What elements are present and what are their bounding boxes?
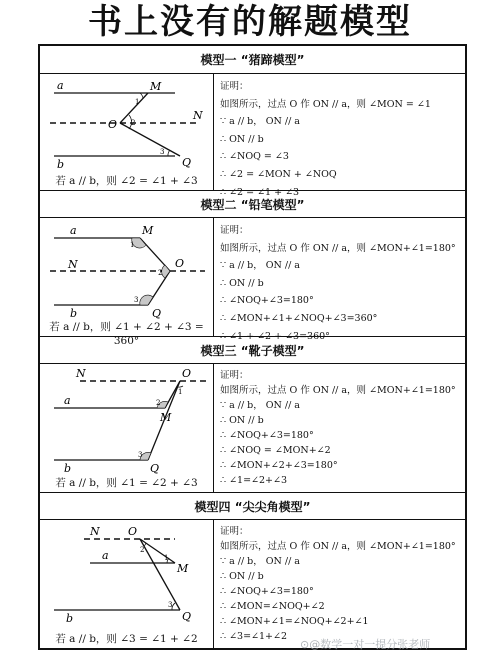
model-3-diagram — [40, 364, 213, 476]
model-2-body — [40, 218, 465, 347]
proof-line: 如图所示，过点 O 作 ON // a，则 ∠MON+∠1=180° — [220, 385, 456, 396]
model-3-header: 模型三 “靴子模型” — [40, 336, 465, 364]
proof-line: 证明： — [220, 225, 249, 236]
model-1-body — [40, 74, 465, 198]
m1-label-Q: Q — [182, 156, 192, 169]
model-4-diagram — [40, 520, 213, 632]
model-2-divider — [213, 218, 214, 336]
m2-label-M: M — [142, 224, 154, 237]
m1-label-a: a — [57, 79, 64, 92]
model-3-divider — [213, 364, 214, 492]
m3-label-Q: Q — [150, 462, 160, 475]
model-sheet — [38, 44, 467, 650]
m2-angle-2: 2 — [158, 269, 163, 277]
proof-line: ∴ ON // b — [220, 571, 264, 582]
proof-line: ∵ a // b， ON // a — [220, 556, 300, 567]
proof-line: ∴ ON // b — [220, 277, 264, 289]
m2-label-N: N — [68, 258, 78, 271]
proof-line: ∴ ∠NOQ = ∠MON+∠2 — [220, 445, 331, 456]
model-2-proof — [220, 222, 465, 345]
proof-line: 证明： — [220, 81, 249, 92]
m1-label-N: N — [193, 109, 203, 122]
proof-line: ∴ ∠2 = ∠MON + ∠NOQ — [220, 168, 337, 180]
m2-label-a: a — [70, 224, 77, 237]
model-3-body — [40, 364, 465, 492]
model-2-caption: 若 a // b，则 ∠1 + ∠2 + ∠3 = 360° — [49, 321, 204, 347]
proof-line: ∴ ∠3=∠1+∠2 — [220, 631, 287, 642]
m4-angle-3: 3 — [168, 601, 173, 609]
page-title: 书上没有的解题模型 — [88, 2, 412, 42]
m3-label-O: O — [182, 367, 192, 380]
proof-line: ∴ ∠MON+∠1=∠NOQ+∠2+∠1 — [220, 616, 369, 627]
model-4-divider — [213, 520, 214, 648]
proof-line: ∴ ON // b — [220, 133, 264, 145]
proof-line: 证明： — [220, 370, 249, 381]
proof-line: ∴ ∠NOQ = ∠3 — [220, 151, 289, 163]
model-3-caption: 若 a // b，则 ∠1 = ∠2 + ∠3 — [55, 477, 198, 489]
m1-label-b: b — [57, 158, 65, 171]
watermark: ⊙@数学一对一提分张老师 — [300, 638, 431, 651]
model-4-figure — [40, 520, 213, 648]
proof-line: ∴ ∠MON+∠1+∠NOQ+∠3=360° — [220, 312, 378, 324]
model-3-proof — [220, 368, 465, 488]
proof-line: ∵ a // b， ON // a — [220, 260, 300, 272]
proof-line: ∴ ∠1=∠2+∠3 — [220, 475, 287, 486]
m3-label-M: M — [160, 411, 172, 424]
m1-angle-3: 3 — [160, 148, 165, 156]
proof-line: ∵ a // b， ON // a — [220, 400, 300, 411]
m4-label-Q: Q — [182, 610, 192, 623]
model-1-proof — [220, 78, 465, 201]
m2-label-O: O — [175, 257, 185, 270]
model-3-figure — [40, 364, 213, 492]
m4-label-a: a — [102, 549, 109, 562]
proof-line: ∴ ∠NOQ+∠3=180° — [220, 430, 314, 441]
proof-line: ∵ a // b， ON // a — [220, 116, 300, 128]
m4-angle-2: 2 — [140, 546, 145, 554]
m2-label-b: b — [70, 307, 78, 320]
m1-angle-2: 2 — [131, 119, 136, 127]
m4-label-N: N — [90, 525, 100, 538]
m4-label-M: M — [177, 562, 189, 575]
proof-line: ∴ ∠MON=∠NOQ+∠2 — [220, 601, 325, 612]
m1-label-M: M — [150, 80, 162, 93]
m2-label-Q: Q — [152, 307, 162, 320]
m3-label-N: N — [76, 367, 86, 380]
model-4-caption: 若 a // b，则 ∠3 = ∠1 + ∠2 — [55, 633, 198, 645]
model-2-figure — [40, 218, 213, 347]
proof-line: 如图所示，过点 O 作 ON // a，则 ∠MON = ∠1 — [220, 98, 431, 110]
m3-angle-2: 2 — [156, 399, 161, 407]
model-1-caption: 若 a // b，则 ∠2 = ∠1 + ∠3 — [55, 175, 198, 187]
model-1-header: 模型一 “猪蹄模型” — [40, 46, 465, 74]
model-2-diagram — [40, 218, 213, 320]
m4-label-b: b — [66, 612, 74, 625]
model-4-proof — [220, 524, 465, 644]
m2-angle-1: 1 — [130, 241, 135, 249]
proof-line: ∴ ∠2 = ∠1 + ∠3 — [220, 186, 300, 198]
proof-line: ∴ ∠MON+∠2+∠3=180° — [220, 460, 338, 471]
proof-line: ∴ ∠1 + ∠2 + ∠3=360° — [220, 330, 330, 342]
m3-label-b: b — [64, 462, 72, 475]
proof-line: ∴ ON // b — [220, 415, 264, 426]
model-4-body — [40, 520, 465, 648]
model-1-figure — [40, 74, 213, 190]
proof-line: ∴ ∠NOQ+∠3=180° — [220, 295, 314, 307]
proof-line: 如图所示，过点 O 作 ON // a，则 ∠MON+∠1=180° — [220, 242, 456, 254]
m2-angle-3: 3 — [134, 296, 139, 304]
m1-angle-1: 1 — [135, 98, 140, 106]
proof-line: 证明： — [220, 526, 249, 537]
m1-label-O: O — [108, 118, 118, 131]
proof-line: ∴ ∠NOQ+∠3=180° — [220, 586, 314, 597]
m4-label-O: O — [128, 525, 138, 538]
model-4-header: 模型四 “尖尖角模型” — [40, 492, 465, 520]
model-1-divider — [213, 74, 214, 190]
m3-angle-3: 3 — [138, 451, 143, 459]
m3-angle-1: 1 — [178, 388, 183, 396]
m3-label-a: a — [64, 394, 71, 407]
proof-line: 如图所示，过点 O 作 ON // a，则 ∠MON+∠1=180° — [220, 541, 456, 552]
m4-angle-1: 1 — [164, 554, 169, 562]
model-1-diagram — [40, 74, 213, 174]
model-2-header: 模型二 “铅笔模型” — [40, 190, 465, 218]
